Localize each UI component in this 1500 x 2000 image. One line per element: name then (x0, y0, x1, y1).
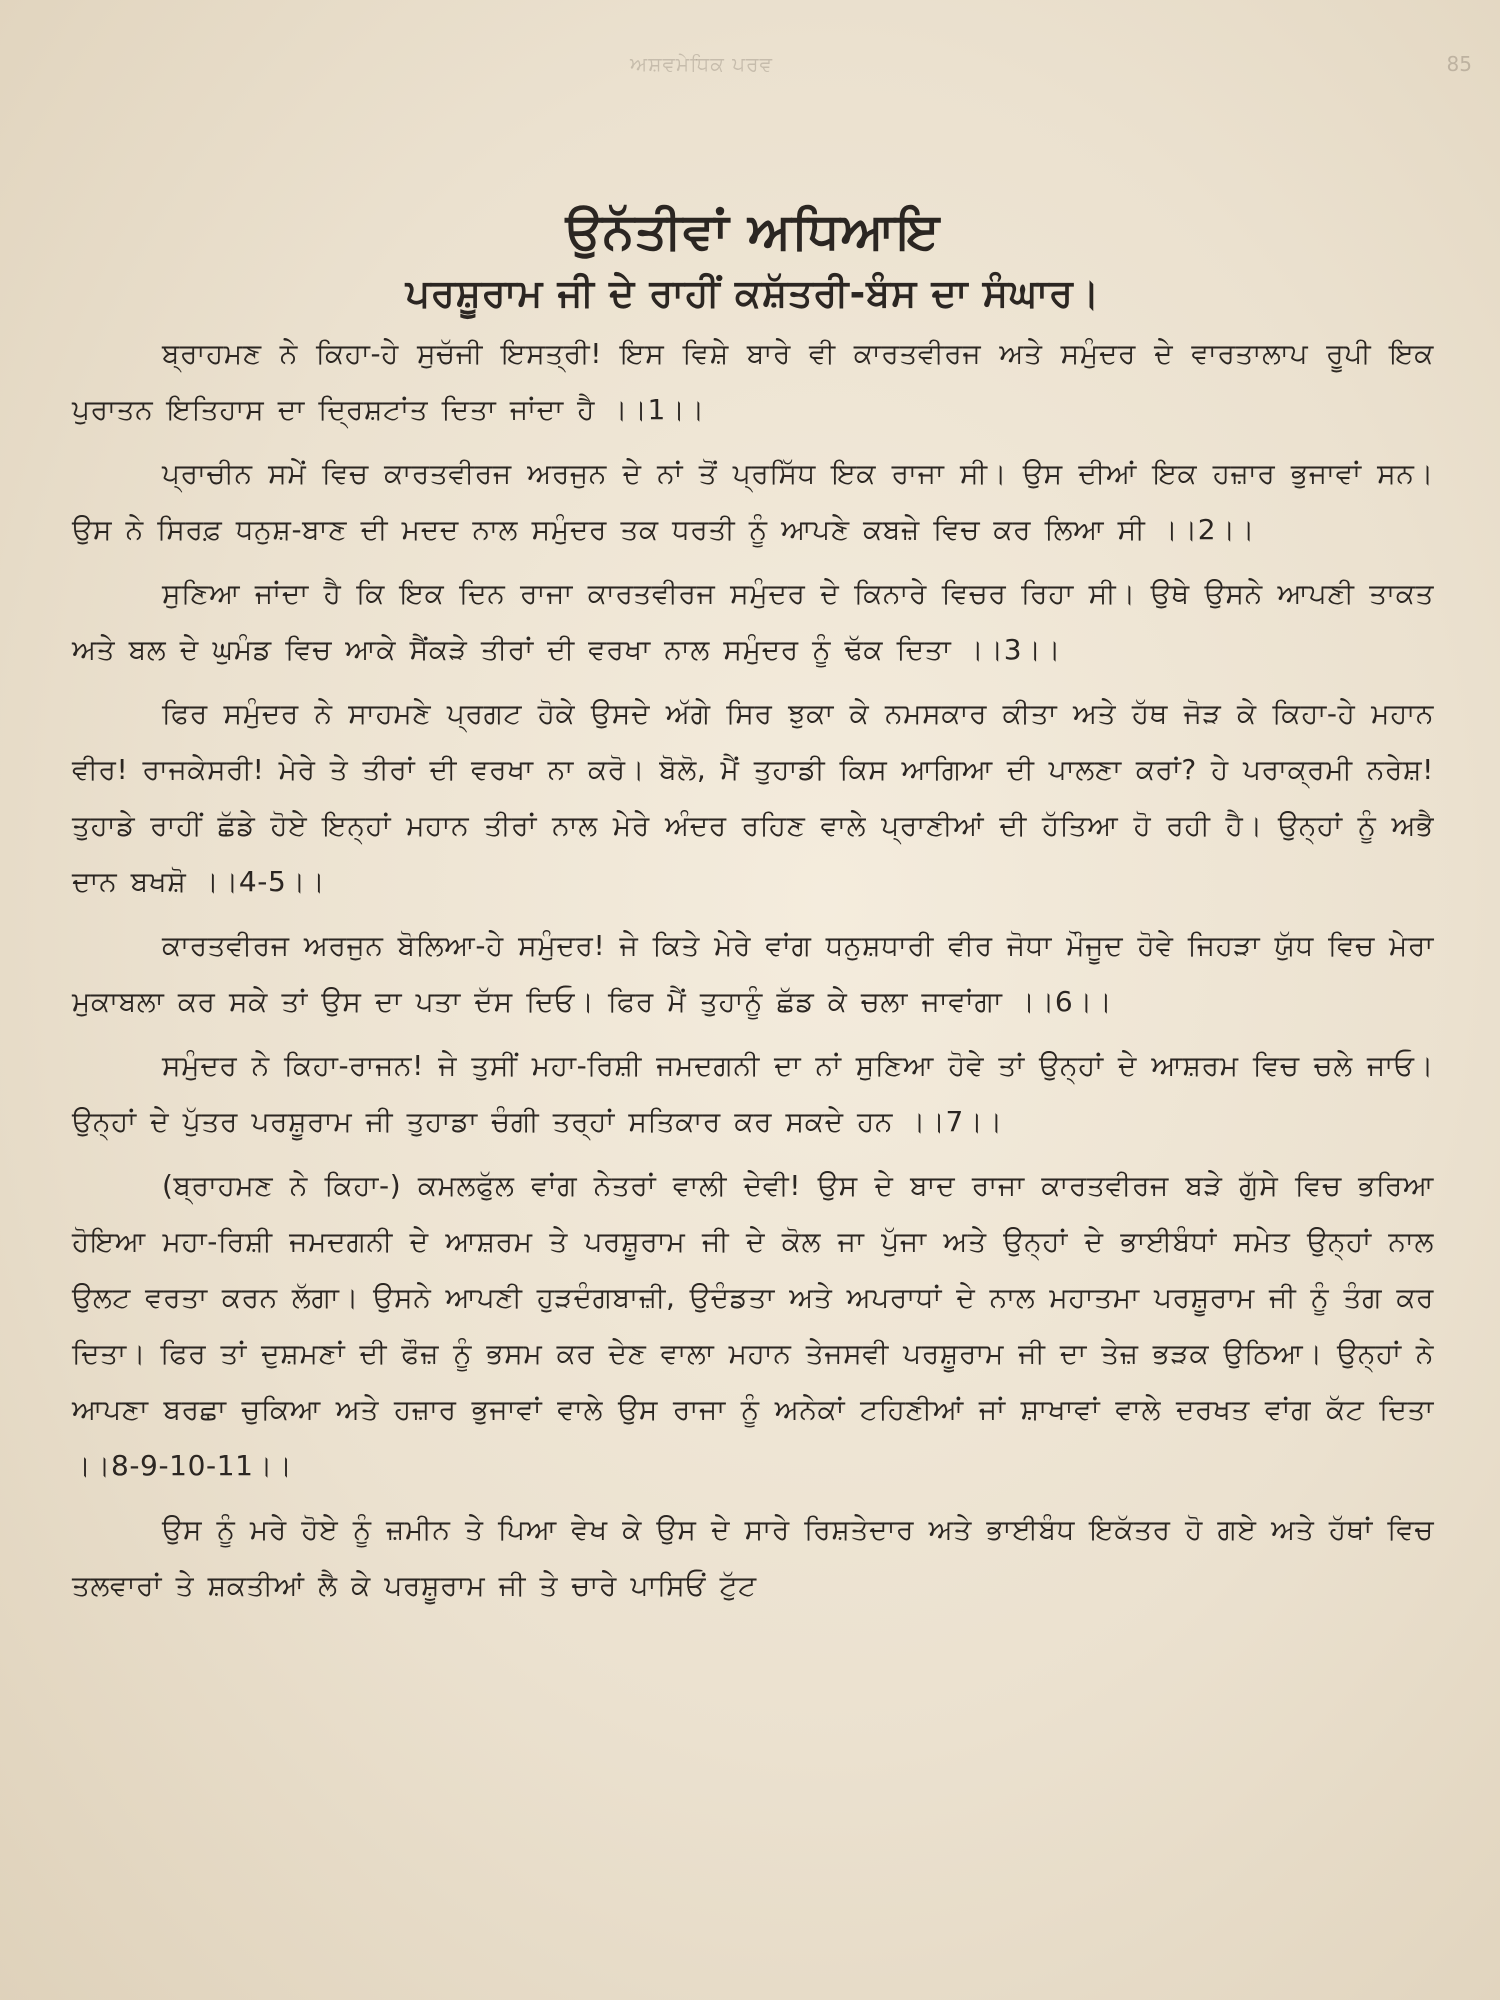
paragraph: ਫਿਰ ਸਮੁੰਦਰ ਨੇ ਸਾਹਮਣੇ ਪ੍ਰਗਟ ਹੋਕੇ ਉਸਦੇ ਅੱਗੇ ਸਿਰ ਝੁਕਾ ਕੇ ਨਮਸਕਾਰ ਕੀਤਾ ਅਤੇ ਹੱਥ ਜੋੜ ਕੇ ਕਿਹਾ-ਹੇ ਮਹਾਨ ਵੀਰ! ਰਾਜਕੇਸਰੀ! ਮੇਰੇ ਤੇ ਤੀਰਾਂ ਦੀ ਵਰਖਾ ਨਾ ਕਰੋ। ਬੋਲੋ, ਮੈਂ ਤੁਹਾਡੀ ਕਿਸ ਆਗਿਆ ਦੀ ਪਾਲਣਾ ਕਰਾਂ? ਹੇ ਪਰਾਕ੍ਰਮੀ ਨਰੇਸ਼! ਤੁਹਾਡੇ ਰਾਹੀਂ ਛੱਡੇ ਹੋਏ ਇਨ੍ਹਾਂ ਮਹਾਨ ਤੀਰਾਂ ਨਾਲ ਮੇਰੇ ਅੰਦਰ ਰਹਿਣ ਵਾਲੇ ਪ੍ਰਾਣੀਆਂ ਦੀ ਹੱਤਿਆ ਹੋ ਰਹੀ ਹੈ। ਉਨ੍ਹਾਂ ਨੂੰ ਅਭੈ ਦਾਨ ਬਖਸ਼ੋ ।।4-5।। (72, 697, 1434, 898)
paragraph: ਪ੍ਰਾਚੀਨ ਸਮੇਂ ਵਿਚ ਕਾਰਤਵੀਰਜ ਅਰਜੁਨ ਦੇ ਨਾਂ ਤੋਂ ਪ੍ਰਸਿੱਧ ਇਕ ਰਾਜਾ ਸੀ। ਉਸ ਦੀਆਂ ਇਕ ਹਜ਼ਾਰ ਭੁਜਾਵਾਂ ਸਨ। ਉਸ ਨੇ ਸਿਰਫ਼ ਧਨੁਸ਼-ਬਾਣ ਦੀ ਮਦਦ ਨਾਲ ਸਮੁੰਦਰ ਤਕ ਧਰਤੀ ਨੂੰ ਆਪਣੇ ਕਬਜ਼ੇ ਵਿਚ ਕਰ ਲਿਆ ਸੀ ।।2।। (72, 457, 1434, 546)
paragraph: ਸਮੁੰਦਰ ਨੇ ਕਿਹਾ-ਰਾਜਨ! ਜੇ ਤੁਸੀਂ ਮਹਾ-ਰਿਸ਼ੀ ਜਮਦਗਨੀ ਦਾ ਨਾਂ ਸੁਣਿਆ ਹੋਵੇ ਤਾਂ ਉਨ੍ਹਾਂ ਦੇ ਆਸ਼ਰਮ ਵਿਚ ਚਲੇ ਜਾਓ। ਉਨ੍ਹਾਂ ਦੇ ਪੁੱਤਰ ਪਰਸ਼ੂਰਾਮ ਜੀ ਤੁਹਾਡਾ ਚੰਗੀ ਤਰ੍ਹਾਂ ਸਤਿਕਾਰ ਕਰ ਸਕਦੇ ਹਨ ।।7।। (72, 1049, 1434, 1138)
chapter-subtitle: ਪਰਸ਼ੂਰਾਮ ਜੀ ਦੇ ਰਾਹੀਂ ਕਸ਼ੱਤਰੀ-ਬੰਸ ਦਾ ਸੰਘਾਰ। (405, 271, 1101, 315)
chapter-title: ਉਨੱਤੀਵਾਂ ਅਧਿਆਇ (565, 202, 941, 260)
paragraph: ਸੁਣਿਆ ਜਾਂਦਾ ਹੈ ਕਿ ਇਕ ਦਿਨ ਰਾਜਾ ਕਾਰਤਵੀਰਜ ਸਮੁੰਦਰ ਦੇ ਕਿਨਾਰੇ ਵਿਚਰ ਰਿਹਾ ਸੀ। ਉਥੇ ਉਸਨੇ ਆਪਣੀ ਤਾਕਤ ਅਤੇ ਬਲ ਦੇ ਘੁਮੰਡ ਵਿਚ ਆਕੇ ਸੈਂਕੜੇ ਤੀਰਾਂ ਦੀ ਵਰਖਾ ਨਾਲ ਸਮੁੰਦਰ ਨੂੰ ਢੱਕ ਦਿਤਾ ।।3।। (72, 577, 1434, 666)
paragraph: ਬ੍ਰਾਹਮਣ ਨੇ ਕਿਹਾ-ਹੇ ਸੁਚੱਜੀ ਇਸਤ੍ਰੀ! ਇਸ ਵਿਸ਼ੇ ਬਾਰੇ ਵੀ ਕਾਰਤਵੀਰਜ ਅਤੇ ਸਮੁੰਦਰ ਦੇ ਵਾਰਤਾਲਾਪ ਰੂਪੀ ਇਕ ਪੁਰਾਤਨ ਇਤਿਹਾਸ ਦਾ ਦ੍ਰਿਸ਼ਟਾਂਤ ਦਿਤਾ ਜਾਂਦਾ ਹੈ ।।1।। (72, 337, 1434, 426)
running-title: ਅਸ਼ਵਮੇਧਿਕ ਪਰਵ (630, 52, 774, 76)
page-number: 85 (1446, 52, 1472, 76)
page-body (72, 200, 1434, 1622)
paragraph: ਉਸ ਨੂੰ ਮਰੇ ਹੋਏ ਨੂੰ ਜ਼ਮੀਨ ਤੇ ਪਿਆ ਵੇਖ ਕੇ ਉਸ ਦੇ ਸਾਰੇ ਰਿਸ਼ਤੇਦਾਰ ਅਤੇ ਭਾਈਬੰਧ ਇਕੱਤਰ ਹੋ ਗਏ ਅਤੇ ਹੱਥਾਂ ਵਿਚ ਤਲਵਾਰਾਂ ਤੇ ਸ਼ਕਤੀਆਂ ਲੈ ਕੇ ਪਰਸ਼ੂਰਾਮ ਜੀ ਤੇ ਚਾਰੇ ਪਾਸਿਓਂ ਟੁੱਟ (72, 1513, 1434, 1602)
paragraph: ਕਾਰਤਵੀਰਜ ਅਰਜੁਨ ਬੋਲਿਆ-ਹੇ ਸਮੁੰਦਰ! ਜੇ ਕਿਤੇ ਮੇਰੇ ਵਾਂਗ ਧਨੁਸ਼ਧਾਰੀ ਵੀਰ ਜੋਧਾ ਮੌਜੂਦ ਹੋਵੇ ਜਿਹੜਾ ਯੁੱਧ ਵਿਚ ਮੇਰਾ ਮੁਕਾਬਲਾ ਕਰ ਸਕੇ ਤਾਂ ਉਸ ਦਾ ਪਤਾ ਦੱਸ ਦਿਓ। ਫਿਰ ਮੈਂ ਤੁਹਾਨੂੰ ਛੱਡ ਕੇ ਚਲਾ ਜਾਵਾਂਗਾ ।।6।। (72, 929, 1434, 1018)
paragraph: (ਬ੍ਰਾਹਮਣ ਨੇ ਕਿਹਾ-) ਕਮਲਫੁੱਲ ਵਾਂਗ ਨੇਤਰਾਂ ਵਾਲੀ ਦੇਵੀ! ਉਸ ਦੇ ਬਾਦ ਰਾਜਾ ਕਾਰਤਵੀਰਜ ਬੜੇ ਗੁੱਸੇ ਵਿਚ ਭਰਿਆ ਹੋਇਆ ਮਹਾ-ਰਿਸ਼ੀ ਜਮਦਗਨੀ ਦੇ ਆਸ਼ਰਮ ਤੇ ਪਰਸ਼ੂਰਾਮ ਜੀ ਦੇ ਕੋਲ ਜਾ ਪੁੱਜਾ ਅਤੇ ਉਨ੍ਹਾਂ ਦੇ ਭਾਈਬੰਧਾਂ ਸਮੇਤ ਉਨ੍ਹਾਂ ਨਾਲ ਉਲਟ ਵਰਤਾ ਕਰਨ ਲੱਗਾ। ਉਸਨੇ ਆਪਣੀ ਹੁੜਦੰਗਬਾਜ਼ੀ, ਉਦੰਡਤਾ ਅਤੇ ਅਪਰਾਧਾਂ ਦੇ ਨਾਲ ਮਹਾਤਮਾ ਪਰਸ਼ੂਰਾਮ ਜੀ ਨੂੰ ਤੰਗ ਕਰ ਦਿਤਾ। ਫਿਰ ਤਾਂ ਦੁਸ਼ਮਣਾਂ ਦੀ ਫੌਜ਼ ਨੂੰ ਭਸਮ ਕਰ ਦੇਣ ਵਾਲਾ ਮਹਾਨ ਤੇਜਸਵੀ ਪਰਸ਼ੂਰਾਮ ਜੀ ਦਾ ਤੇਜ਼ ਭੜਕ ਉਠਿਆ। ਉਨ੍ਹਾਂ ਨੇ ਆਪਣਾ ਬਰਛਾ ਚੁਕਿਆ ਅਤੇ ਹਜ਼ਾਰ ਭੁਜਾਵਾਂ ਵਾਲੇ ਉਸ ਰਾਜਾ ਨੂੰ ਅਨੇਕਾਂ ਟਹਿਣੀਆਂ ਜਾਂ ਸ਼ਾਖਾਵਾਂ ਵਾਲੇ ਦਰਖਤ ਵਾਂਗ ਕੱਟ ਦਿਤਾ ।।8-9-10-11।। (72, 1169, 1434, 1482)
